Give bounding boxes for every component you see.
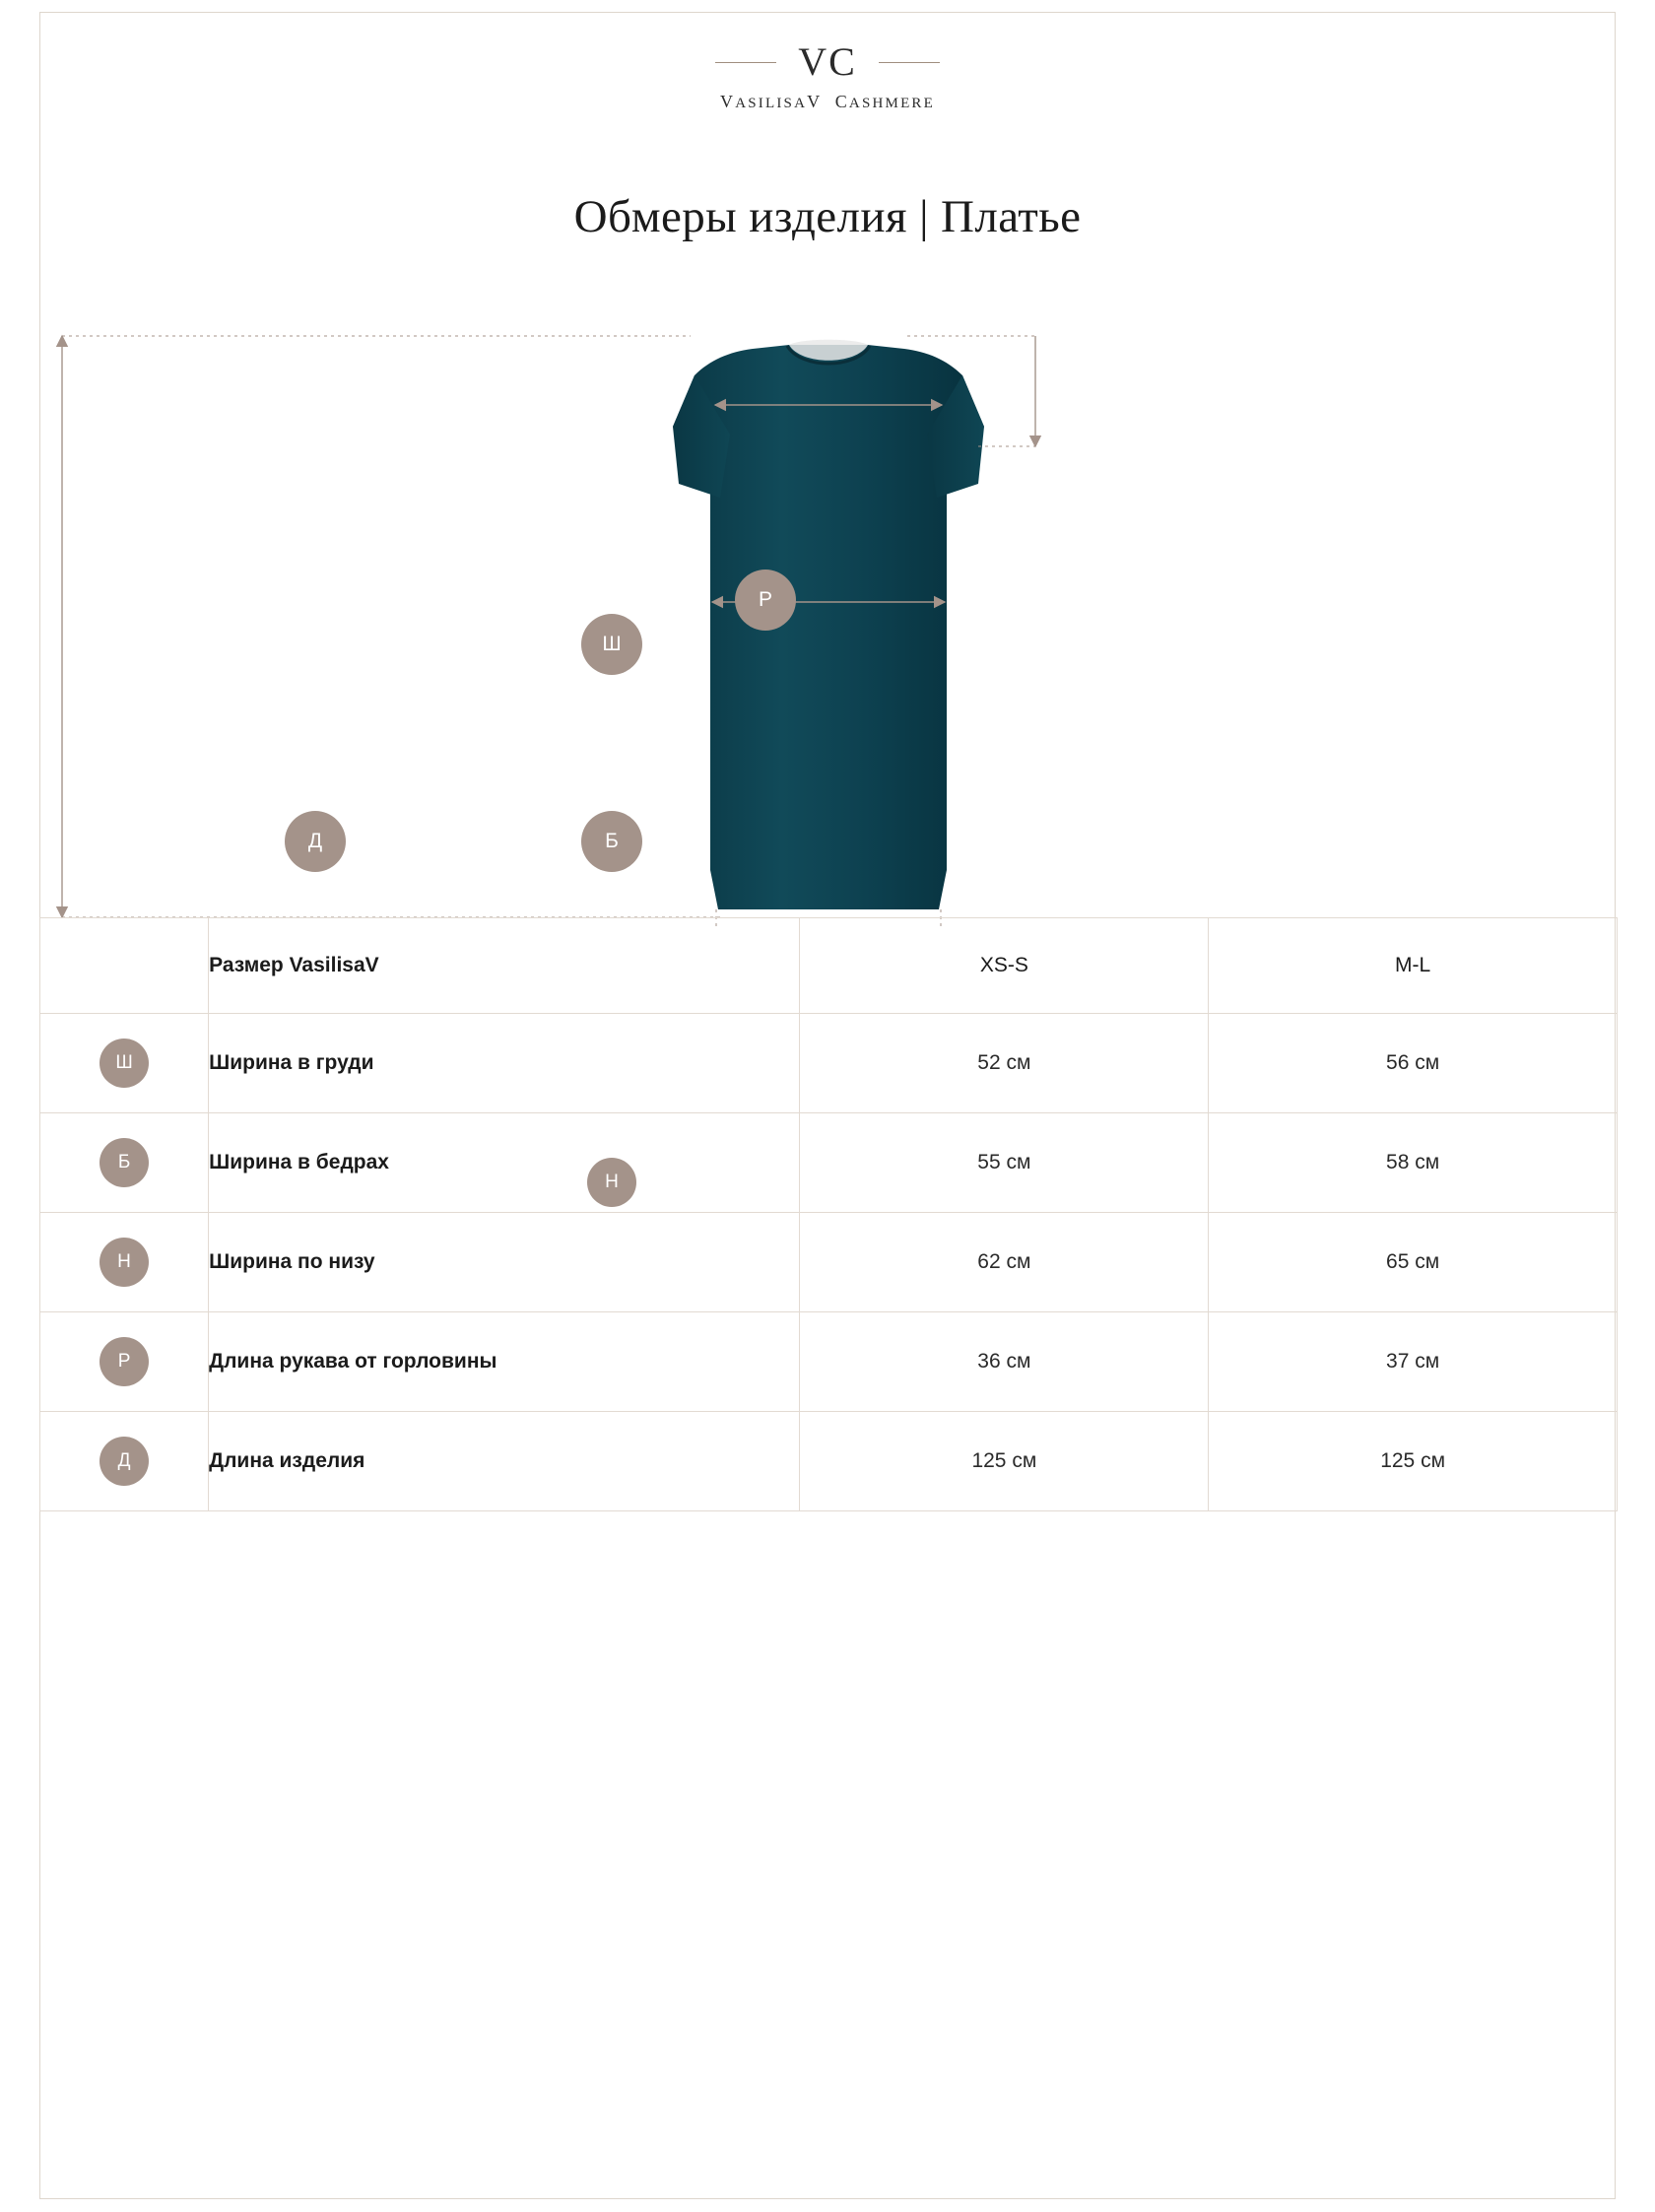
table-row [40,1312,1618,1412]
header-cell-xs-s: XS-S [800,918,1209,1014]
row-value-length-m-l: 125 см [1209,1412,1618,1511]
row-name-length: Длина изделия [209,1412,800,1511]
size-chart-page [39,12,1616,2199]
row-value-sleeve-m-l: 37 см [1209,1312,1618,1412]
logo-rule-left [715,62,776,63]
row-badge-chest: Ш [99,1039,149,1088]
row-name-sleeve: Длина рукава от горловины [209,1312,800,1412]
header-cell-size-name: Размер VasilisaV [209,918,800,1014]
measurements-table-wrap [39,917,1618,1511]
table-header-row [40,918,1618,1014]
row-badge-cell [40,1113,209,1213]
logo-initials: VC [798,39,857,84]
row-badge-hips: Б [99,1138,149,1187]
page-title: Обмеры изделия | Платье [573,191,1082,242]
row-value-hips-xs-s: 55 см [800,1113,1209,1213]
row-value-bottom-xs-s: 62 см [800,1213,1209,1312]
row-badge-length: Д [99,1437,149,1486]
logo-wordmark: VASILISAV CASHMERE [720,92,935,111]
brand-logo [40,39,1615,112]
table-row [40,1014,1618,1113]
diagram-badge-chest: Ш [581,614,642,675]
header-cell-badge [40,918,209,1014]
row-value-sleeve-xs-s: 36 см [800,1312,1209,1412]
table-row [40,1412,1618,1511]
table-row [40,1213,1618,1312]
row-value-bottom-m-l: 65 см [1209,1213,1618,1312]
row-value-chest-m-l: 56 см [1209,1014,1618,1113]
row-value-chest-xs-s: 52 см [800,1014,1209,1113]
table-row [40,1113,1618,1213]
logo-rule-right [879,62,940,63]
diagram-badge-length: Д [285,811,346,872]
row-badge-cell [40,1014,209,1113]
diagram-badge-hips: Б [581,811,642,872]
row-badge-cell [40,1213,209,1312]
row-name-bottom: Ширина по низу [209,1213,800,1312]
logo-mark [40,39,1615,84]
diagram-badge-bottom: Н [587,1158,636,1207]
measurements-table [39,917,1618,1511]
row-badge-cell [40,1312,209,1412]
row-badge-bottom: Н [99,1238,149,1287]
row-value-hips-m-l: 58 см [1209,1113,1618,1213]
row-name-chest: Ширина в груди [209,1014,800,1113]
header-cell-m-l: M-L [1209,918,1618,1014]
row-badge-sleeve: Р [99,1337,149,1386]
diagram-svg [40,318,1617,929]
row-badge-cell [40,1412,209,1511]
row-value-length-xs-s: 125 см [800,1412,1209,1511]
row-name-hips: Ширина в бедрах [209,1113,800,1213]
diagram-badge-sleeve: Р [735,570,796,631]
